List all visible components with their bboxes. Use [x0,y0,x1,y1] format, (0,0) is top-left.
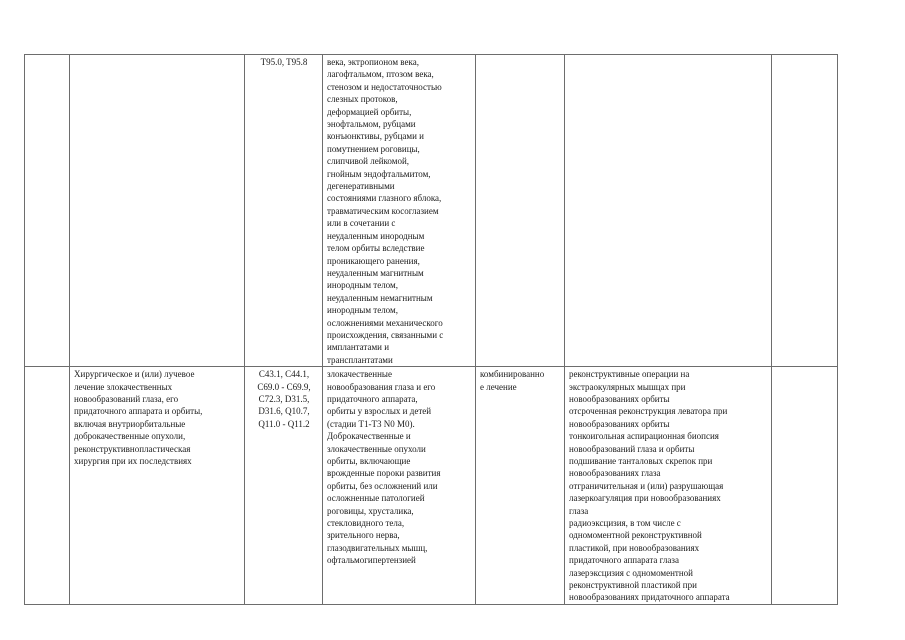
cell-text-line: пластикой, при новообразованиях [569,542,700,553]
cell-text-line: хирургия при их последствиях [74,456,192,466]
cell-text-line: придаточного аппарата глаза [569,555,679,566]
cell-text-line: орбиты, включающие [327,456,411,466]
cell-text-line: неудаленным магнитным [327,267,424,278]
cell-cost [772,367,838,605]
cell-text-line: энофтальмом, рубцами [327,119,416,130]
cell-text-line: C43.1, C44.1, [258,369,310,380]
cell-text-line: орбиты, без осложнений или [327,480,438,491]
cell-text-line: помутнением роговицы, [327,143,420,154]
cell-text-line: глаза [569,505,589,516]
cell-text-line: века, эктропионом века, [327,57,419,67]
cell-text-line: придаточного аппарата, [327,393,418,404]
cell-text-line: состояниями глазного яблока, [327,193,442,204]
cell-text-line: телом орбиты вследствие [327,243,425,254]
cell-text-line: T95.0, T95.8 [260,57,308,67]
cell-text-line: экстраокулярных мышцах при [569,381,686,392]
cell-text-line: неудаленным инородным [327,230,425,241]
cell-text-line: имплантатами и [327,342,390,353]
cell-text-line: трансплантатами [327,354,393,365]
cell-text-line: лечение злокачественных [74,381,173,392]
cell-text-line: новообразованиях придаточного аппарата [569,592,730,603]
cell-text-line: D31.6, Q10.7, [258,406,310,417]
cell-text-line: новообразований глаза и орбиты [569,443,695,454]
cell-text-line: роговицы, хрусталика, [327,505,414,516]
cell-diagnosis [323,55,476,367]
cell-text-line: осложнениями механического [327,317,443,328]
cell-text-line: Доброкачественные и [327,431,411,442]
cell-text-line: новообразованиях орбиты [569,418,670,429]
cell-text-line: новообразования глаза и его [327,381,436,392]
cell-text-line: врожденные пороки развития [327,468,441,479]
cell-profile [70,367,245,605]
cell-text-line: инородным телом, [327,280,398,291]
cell-text-line: отграничительная и (или) разрушающая [569,480,724,491]
cell-text-line: новообразованиях орбиты [569,393,670,404]
cell-text-line: лагофтальмом, птозом века, [327,69,434,80]
cell-text-line: включая внутриорбитальные [74,418,186,429]
cell-treatment-method [565,55,772,367]
cell-text-line: травматическим косоглазием [327,205,439,216]
cell-text-line: злокачественные [327,369,392,380]
cell-text-line: конъюнктивы, рубцами и [327,131,424,142]
cell-text-line: дегенеративными [327,181,395,192]
cell-text-line: C72.3, D31.5, [258,393,310,404]
cell-text-line: новообразований глаза, его [74,393,179,404]
cell-text-line: тонкоигольная аспирационная биопсия [569,431,719,442]
cell-number [25,55,70,367]
cell-text-line: комбинированно [480,369,545,380]
cell-text-line: придаточного аппарата и орбиты, [74,406,203,417]
cell-text-line: одномоментной реконструктивной [569,530,702,541]
cell-number [25,367,70,605]
cell-text-line: зрительного нерва, [327,530,400,541]
cell-icd-codes [245,55,323,367]
cell-text-line: Q11.0 - Q11.2 [258,418,310,429]
cell-text-line: или в сочетании с [327,218,396,229]
cell-text-line: стекловидного тела, [327,518,405,529]
cell-cost [772,55,838,367]
cell-text-line: злокачественные опухоли [327,443,426,454]
cell-text-line: проникающего ранения, [327,255,420,266]
cell-text-line: происхождения, связанными с [327,329,444,340]
cell-text-line: лазеркоагуляция при новообразованиях [569,493,721,504]
cell-text-line: новообразованиях глаза [569,468,661,479]
cell-treatment-type [476,367,565,605]
cell-text-line: реконструктивные операции на [569,369,690,380]
cell-text-line: подшивание танталовых скрепок при [569,456,713,466]
cell-text-line: инородным телом, [327,305,398,316]
cell-treatment-type [476,55,565,367]
cell-text-line: лазерэксцизия с одномоментной [569,567,693,578]
medical-care-table [24,54,838,605]
cell-text-line: офтальмогипертензией [327,555,416,566]
table-row [25,367,838,605]
cell-text-line: стенозом и недостаточностью [327,81,442,92]
cell-text-line: гнойным эндофтальмитом, [327,168,431,179]
cell-treatment-method [565,367,772,605]
cell-text-line: орбиты у взрослых и детей [327,406,432,417]
cell-text-line: неудаленным немагнитным [327,292,433,303]
cell-diagnosis [323,367,476,605]
cell-text-line: реконструктивной пластикой при [569,580,697,591]
table-row [25,55,838,367]
cell-profile [70,55,245,367]
cell-text-line: отсроченная реконструкция леватора при [569,406,728,417]
cell-text-line: реконструктивнопластическая [74,443,191,454]
cell-text-line: е лечение [480,381,517,392]
cell-text-line: слипчивой лейкомой, [327,156,410,167]
cell-text-line: радиоэксцизия, в том числе с [569,518,681,529]
cell-text-line: C69.0 - C69.9, [257,381,311,392]
cell-text-line: доброкачественные опухоли, [74,431,186,442]
cell-text-line: глазодвигательных мышц, [327,542,428,553]
cell-text-line: слезных протоков, [327,94,398,105]
cell-text-line: осложненные патологией [327,493,425,504]
cell-icd-codes [245,367,323,605]
cell-text-line: (стадии T1-T3 N0 M0). [327,418,415,429]
cell-text-line: деформацией орбиты, [327,106,412,117]
cell-text-line: Хирургическое и (или) лучевое [74,369,195,380]
